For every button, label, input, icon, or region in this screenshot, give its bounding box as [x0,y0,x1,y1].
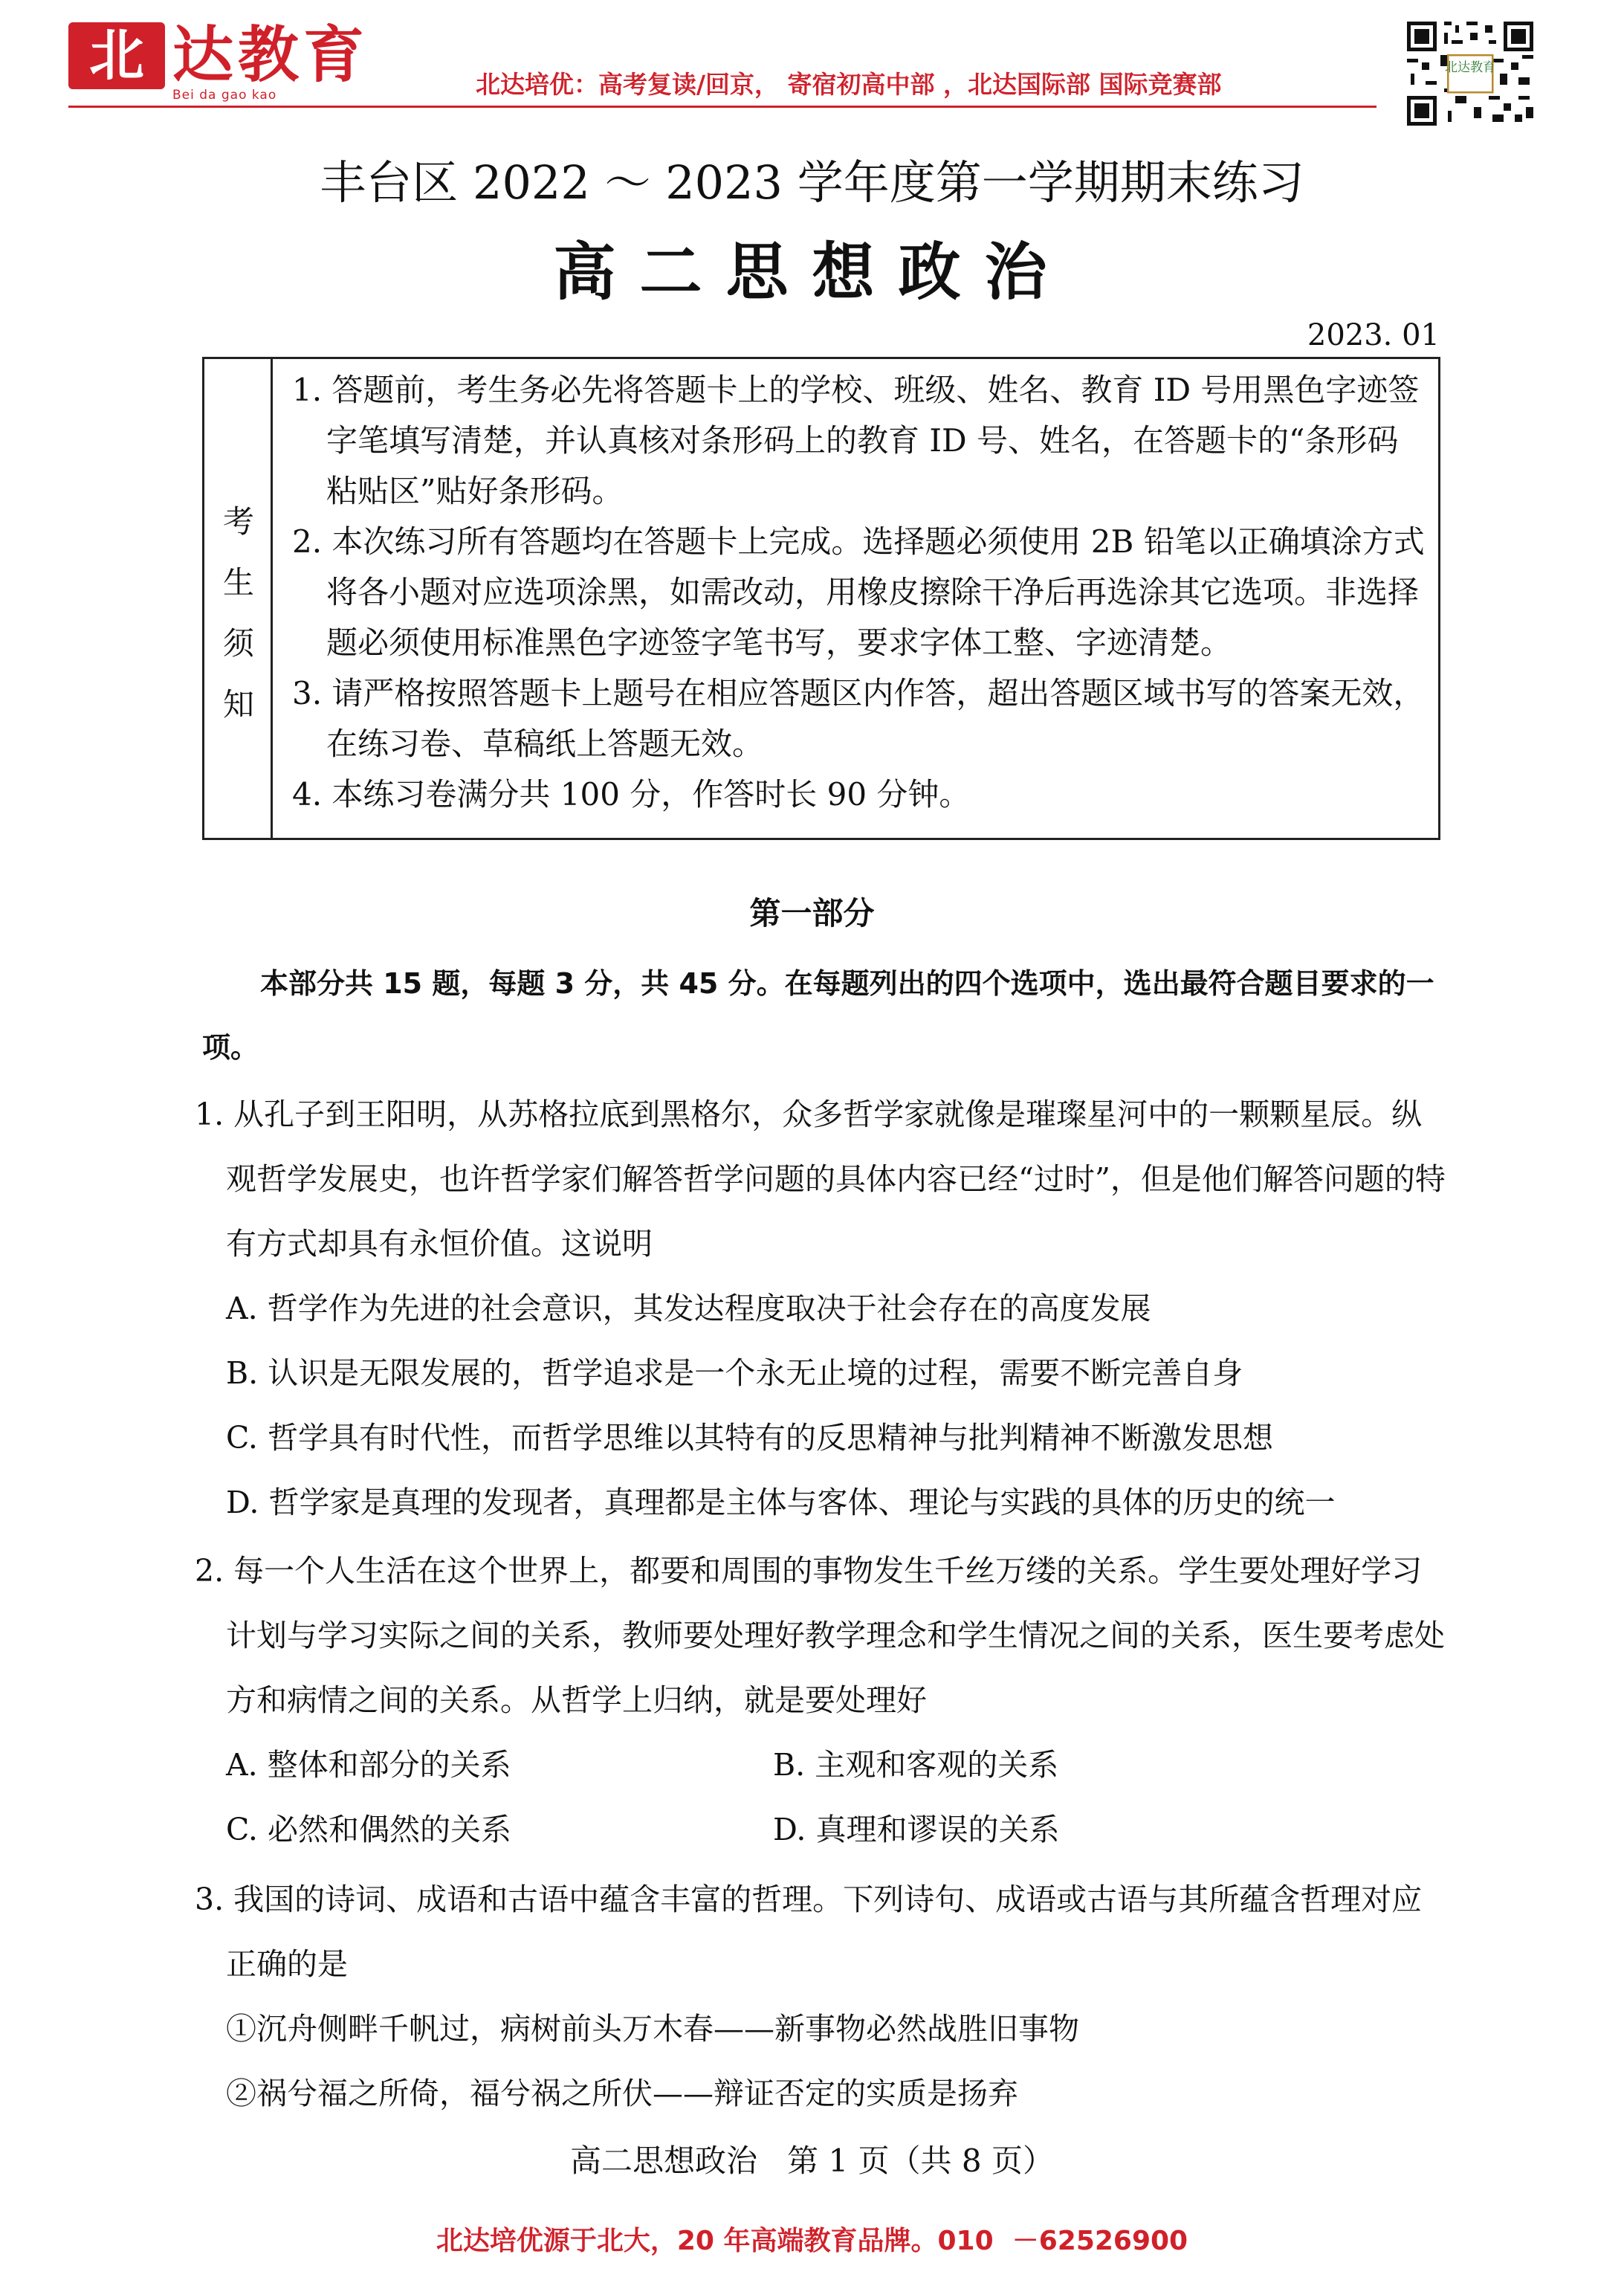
qr-code-icon [1403,18,1537,129]
exam-subject: 高二思想政治 [553,236,1071,309]
question-stem: 2. 每一个人生活在这个世界上，都要和周围的事物发生千丝万缕的关系。学生要处理好学习计划与学习实际之间的关系，教师要处理好教学理念和学生情况之间的关系，医生要考虑处方和病情之间的关系。从哲学上归纳，就是要处理好 [195,1553,1445,1718]
logo-pinyin: Bei da gao kao [172,88,277,103]
footer-slogan: 北达培优源于北大，20 年高端教育品牌。010 －62526900 [436,2226,1188,2256]
section-title: 第一部分 [749,895,875,931]
header-slogan: 北达培优：高考复读/回京， 寄宿初高中部 ，北达国际部 国际竞赛部 [476,70,1222,99]
section-intro: 本部分共 15 题，每题 3 分，共 45 分。在每题列出的四个选项中，选出最符合题目要求的一项。 [202,967,1434,1064]
notice-label-char: 知 [222,686,254,723]
qr-label: 北达教育 [1445,60,1495,75]
question-1 [195,1082,1451,1535]
option-d: D. 真理和谬误的关系 [773,1812,1060,1847]
notice-item: 2. 本次练习所有答题均在答题卡上完成。选择题必须使用 2B 铅笔以正确填涂方式将各小题对应选项涂黑，如需改动，用橡皮擦除干净后再选涂其它选项。非选择题必须使用标准黑色字迹签字笔书写，要求字体工整、字迹清楚。 [292,523,1425,661]
statement-2: ②祸兮福之所倚，福兮祸之所伏——辩证否定的实质是扬弃 [226,2076,1018,2111]
notice-item: 1. 答题前，考生务必先将答题卡上的学校、班级、姓名、教育 ID 号用黑色字迹签字笔填写清楚，并认真核对条形码上的教育 ID 号、姓名，在答题卡的“条形码粘贴区”贴好条形码。 [292,372,1420,509]
option-grid [195,1733,1451,1862]
notice-label-char: 生 [222,564,254,601]
notice-item: 3. 请严格按照答题卡上题号在相应答题区内作答，超出答题区域书写的答案无效，在练习卷、草稿纸上答题无效。 [292,675,1425,762]
header-divider [68,106,1376,108]
question-3 [195,1867,1451,2126]
exam-title: 丰台区 2022 ～ 2023 学年度第一学期期末练习 [320,155,1304,210]
option-c: C. 哲学具有时代性，而哲学思维以其特有的反思精神与批判精神不断激发思想 [226,1420,1273,1456]
option-c: C. 必然和偶然的关系 [226,1812,511,1847]
question-2 [195,1539,1451,1862]
question-stem: 1. 从孔子到王阳明，从苏格拉底到黑格尔，众多哲学家就像是璀璨星河中的一颗颗星辰。纵观哲学发展史，也许哲学家们解答哲学问题的具体内容已经“过时”，但是他们解答问题的特有方式却具有永恒价值。这说明 [195,1097,1446,1262]
notice-label-column [204,359,273,838]
exam-date: 2023. 01 [1307,318,1440,352]
notice-label-char: 须 [222,625,254,662]
option-a: A. 整体和部分的关系 [226,1747,511,1783]
notice-list [292,365,1429,820]
notice-item: 4. 本练习卷满分共 100 分，作答时长 90 分钟。 [292,776,971,813]
brand-logo [68,19,410,104]
option-b: B. 主观和客观的关系 [773,1747,1059,1783]
logo-badge: 北 [68,22,165,89]
notice-label-char: 考 [222,503,254,540]
statement-1: ①沉舟侧畔千帆过，病树前头万木春——新事物必然战胜旧事物 [226,2011,1079,2047]
page-number: 高二思想政治 第 1 页（共 8 页） [570,2142,1054,2179]
logo-name: 达教育 [172,19,369,91]
option-b: B. 认识是无限发展的，哲学追求是一个永无止境的过程，需要不断完善自身 [226,1355,1243,1391]
option-d: D. 哲学家是真理的发现者，真理都是主体与客体、理论与实践的具体的历史的统一 [226,1485,1336,1520]
question-stem: 3. 我国的诗词、成语和古语中蕴含丰富的哲理。下列诗句、成语或古语与其所蕴含哲理对应正确的是 [195,1882,1423,1982]
candidate-notice-box [202,357,1440,840]
option-a: A. 哲学作为先进的社会意识，其发达程度取决于社会存在的高度发展 [226,1291,1151,1326]
